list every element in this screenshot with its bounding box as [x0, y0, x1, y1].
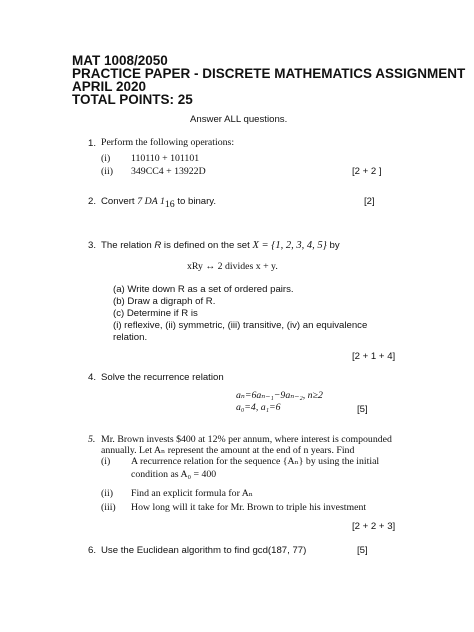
- instructions: Answer ALL questions.: [190, 114, 288, 125]
- paper-title: PRACTICE PAPER - DISCRETE MATHEMATICS ASSIGNMENT: [72, 66, 466, 81]
- q1-i-text: 110110 + 101101: [131, 153, 200, 164]
- q3-text: The relation R is defined on the set X = {1, 2, 3, 4, 5} by: [101, 240, 340, 251]
- q2-base: 16: [164, 198, 175, 210]
- q3-part-c-line3: relation.: [113, 332, 148, 343]
- q6-text: Use the Euclidean algorithm to find gcd(187, 77): [101, 545, 307, 556]
- q3-part-a: (a) Write down R as a set of ordered pairs.: [113, 284, 294, 295]
- q5-line2: annually. Let Aₙ represent the amount at the end of n years. Find: [101, 445, 355, 456]
- q1-i-label: (i): [101, 153, 111, 164]
- q1-ii-label: (ii): [101, 166, 113, 177]
- q5-ii-label: (ii): [101, 488, 113, 499]
- q2-number-value: 7 DA 1: [137, 196, 165, 207]
- q2-text: Convert 7 DA $1_{16}$ to binary.: [101, 196, 217, 210]
- q3-part-b: (b) Draw a digraph of R.: [113, 296, 216, 307]
- q3-points: [2 + 1 + 4]: [352, 351, 396, 362]
- q3-part-c-line2: (i) reflexive, (ii) symmetric, (iii) transitive, (iv) an equivalence: [113, 320, 368, 331]
- q5-line1: Mr. Brown invests $400 at 12% per annum, where interest is compounded: [101, 434, 392, 445]
- q2-points: [2]: [364, 196, 375, 207]
- q5-ii-text: Find an explicit formula for Aₙ: [131, 488, 254, 499]
- q4-recurrence: aₙ=6aₙ₋₁−9aₙ₋₂, n≥2: [236, 390, 323, 401]
- q5-i-text: A recurrence relation for the sequence {Aₙ} by using the initial: [131, 456, 380, 467]
- q3-relation: xRy ↔ 2 divides x + y.: [187, 261, 278, 272]
- q6-number: 6.: [88, 545, 97, 556]
- q1-text: Perform the following operations:: [101, 137, 235, 148]
- paper-date: APRIL 2020: [72, 79, 147, 94]
- q5-iii-label: (iii): [101, 502, 116, 513]
- q4-number: 4.: [88, 372, 97, 383]
- q5-i-text2: condition as A₀ = 400: [131, 469, 217, 480]
- q1-points: [2 + 2 ]: [352, 166, 382, 177]
- q2-number: 2.: [88, 196, 97, 207]
- q5-number: 5.: [88, 434, 96, 445]
- q3-part-c: (c) Determine if R is: [113, 308, 198, 319]
- q5-i-label: (i): [101, 456, 111, 467]
- q1-ii-text: 349CC4 + 13922D: [131, 166, 206, 177]
- q1-number: 1.: [88, 138, 97, 149]
- q4-text: Solve the recurrence relation: [101, 372, 224, 383]
- q3-number: 3.: [88, 240, 97, 251]
- q4-initial-conditions: a₀=4, a₁=6: [236, 402, 281, 413]
- q6-points: [5]: [357, 545, 368, 556]
- q5-iii-text: How long will it take for Mr. Brown to triple his investment: [131, 502, 367, 513]
- course-code: MAT 1008/2050: [72, 53, 168, 68]
- q3-set: X = {1, 2, 3, 4, 5}: [252, 240, 327, 251]
- q5-points: [2 + 2 + 3]: [352, 521, 396, 532]
- q4-points: [5]: [357, 404, 368, 415]
- total-points: TOTAL POINTS: 25: [72, 92, 193, 107]
